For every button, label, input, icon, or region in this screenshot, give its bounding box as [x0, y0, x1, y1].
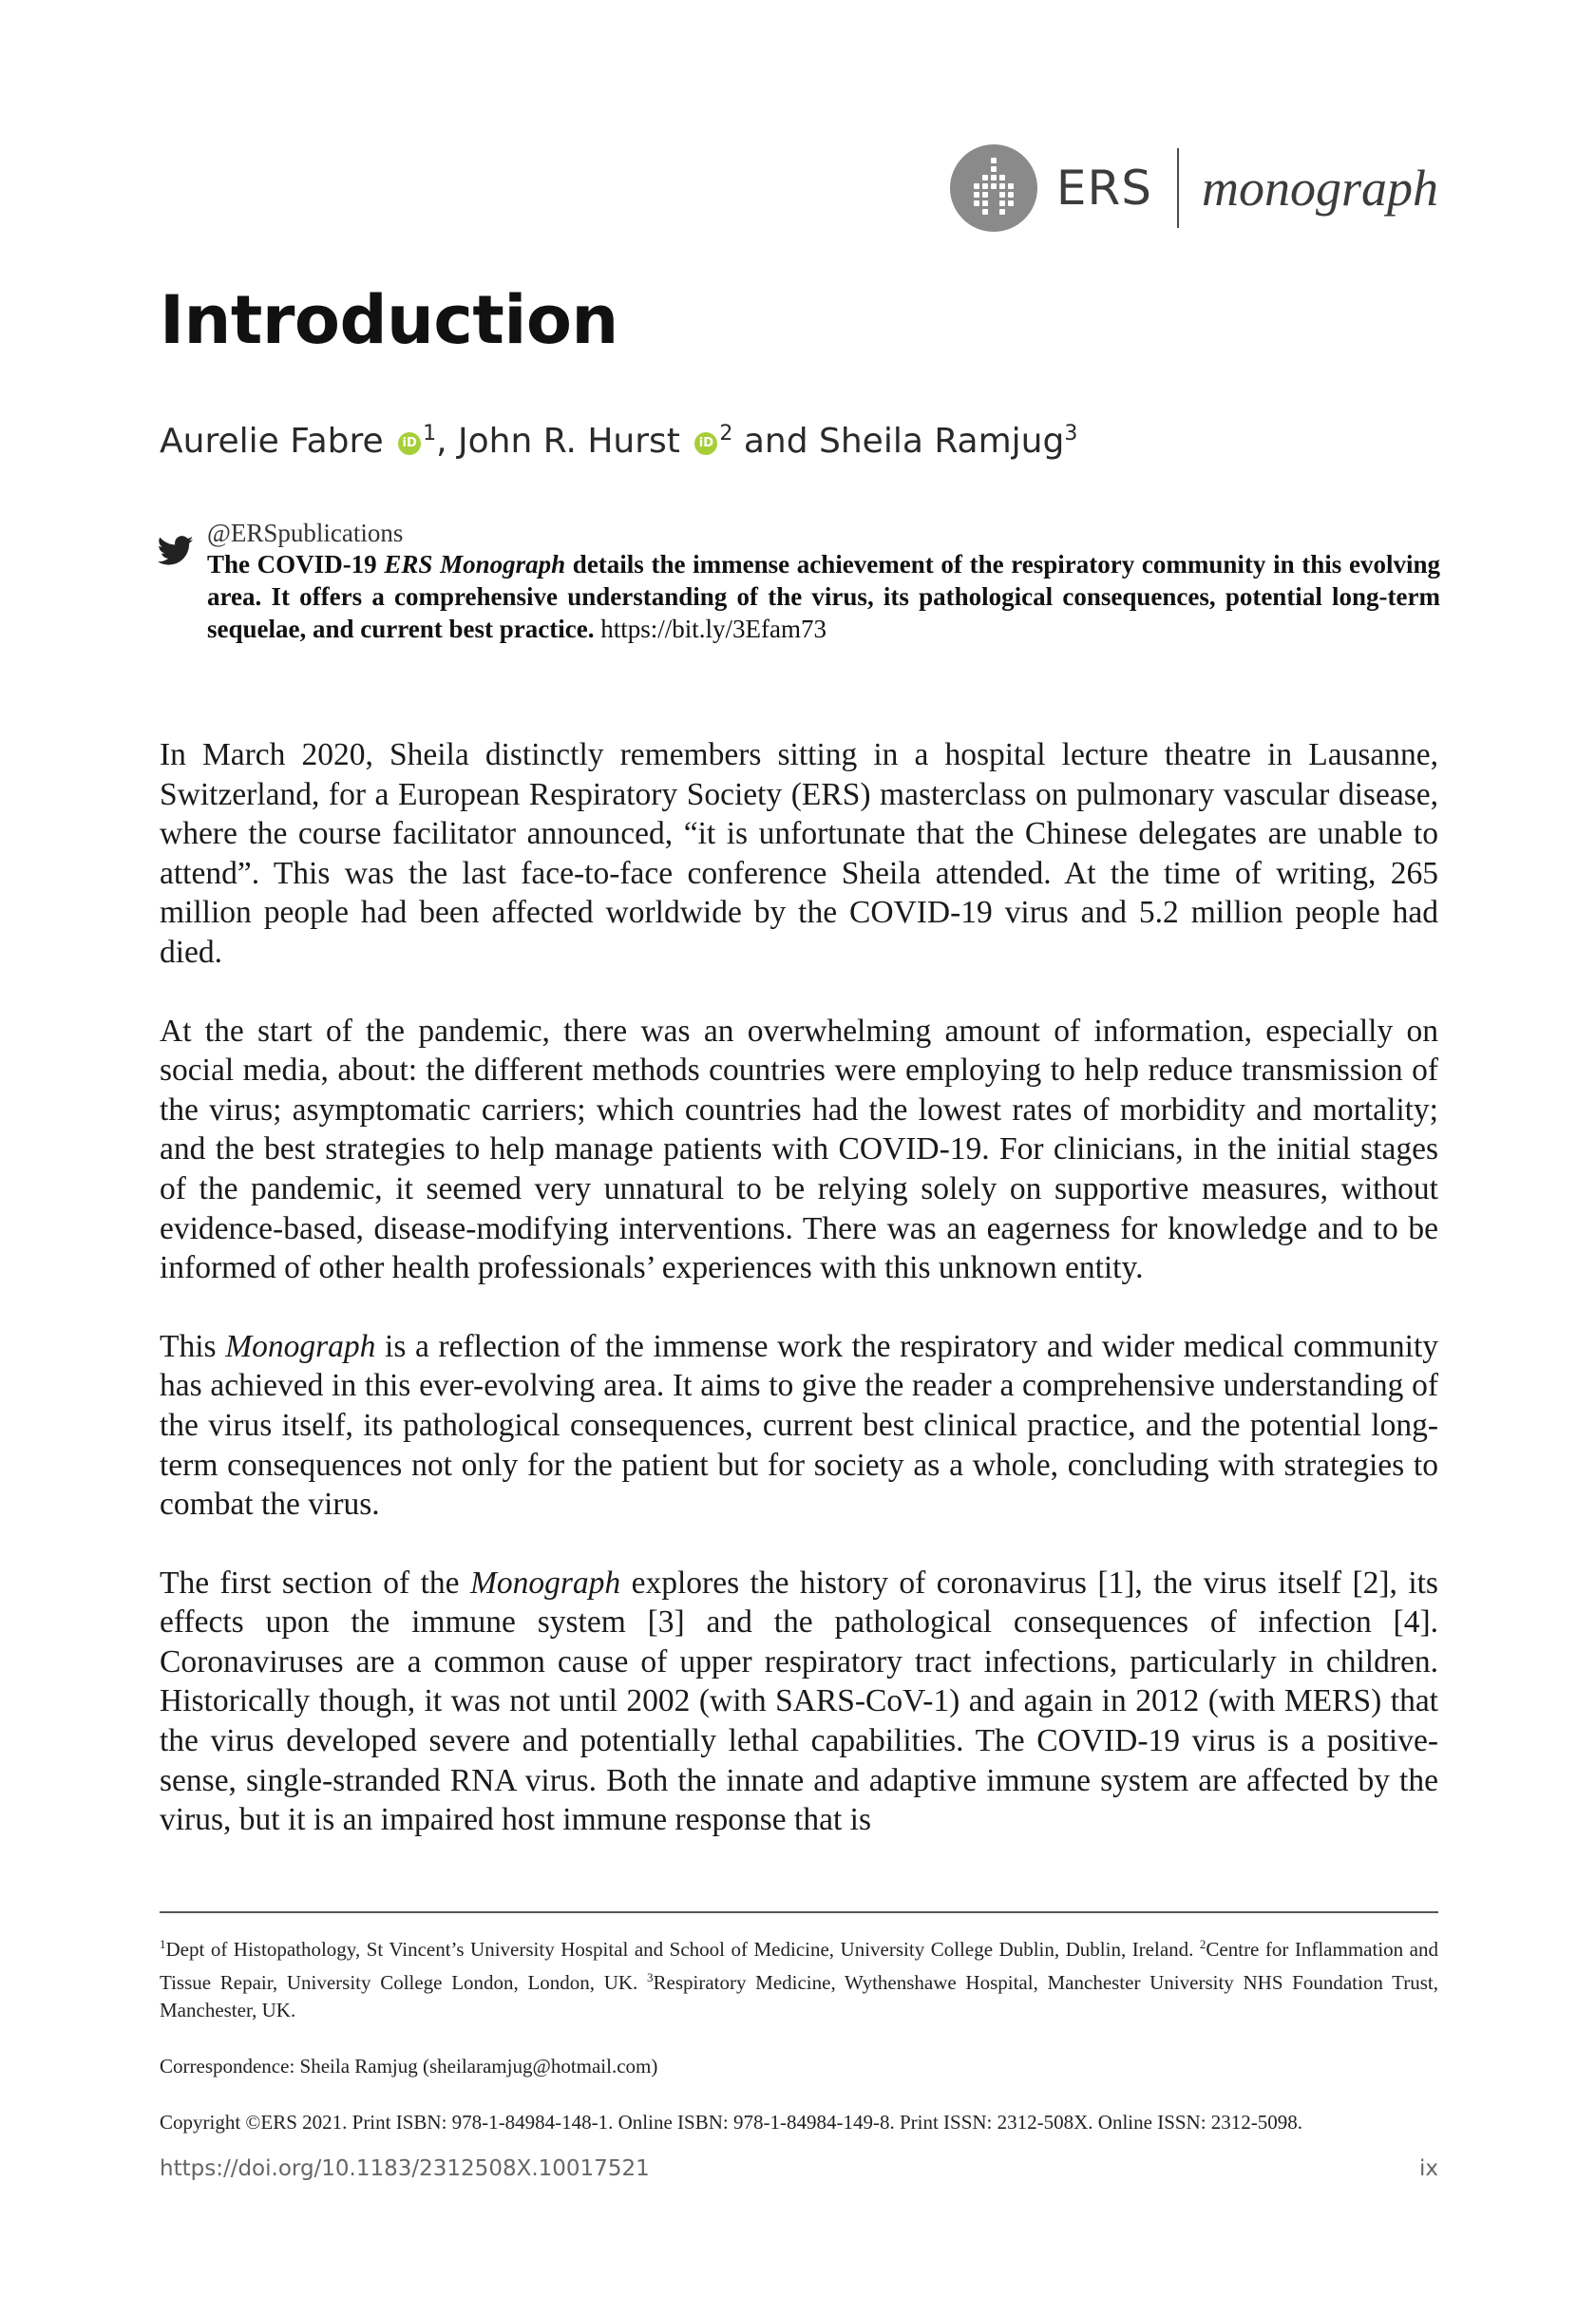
affiliation-text: Centre for Inflammation and Tissue Repair, University College London, London, UK. — [160, 1938, 1438, 1994]
tweet-text-b: details the immense achievement of the respiratory community in this evolving area. It offers a comprehensive understanding of the virus, its pathological consequences, potential long-term sequelae, and current best practice. — [207, 550, 1440, 643]
footnote-divider — [160, 1911, 1438, 1913]
tweet-link[interactable]: https://bit.ly/3Efam73 — [594, 615, 826, 643]
affiliation-text: Dept of Histopathology, St Vincent’s University Hospital and School of Medicine, University College Dublin, Dublin, Ireland. — [165, 1938, 1194, 1961]
doi-link[interactable]: https://doi.org/10.1183/2312508X.10017521 — [160, 2156, 650, 2181]
paragraph-part: This — [160, 1328, 226, 1364]
paragraph-part: is a reflection of the immense work the respiratory and wider medical community has achieved in this ever-evolving area. It aims to give the reader a comprehensive understanding of the virus itself, its pathological consequences, current best clinical practice, and the potential long-term consequences not only for the patient but for society as a whole, concluding with strategies to combat the virus. — [160, 1328, 1438, 1523]
page-title: Introduction — [160, 281, 618, 359]
orcid-icon[interactable]: iD — [694, 432, 717, 455]
author-separator: , — [436, 422, 459, 461]
author-and: and — [732, 422, 819, 461]
affiliation-text: Respiratory Medicine, Wythenshawe Hospital, Manchester University NHS Foundation Trust, Manchester, UK. — [160, 1971, 1438, 2021]
body-text — [160, 735, 1438, 1879]
ers-monograph-logo — [950, 144, 1438, 232]
author-name: John R. Hurst — [458, 422, 680, 461]
tweet-handle: @ERSpublications — [207, 519, 404, 547]
affiliations — [160, 1930, 1438, 2024]
affiliation-sup: 1 — [160, 1937, 166, 1951]
ers-lungs-logo-icon — [950, 144, 1037, 232]
orcid-icon[interactable]: iD — [398, 432, 421, 455]
correspondence: Correspondence: Sheila Ramjug (sheilaramjug@hotmail.com) — [160, 2055, 658, 2078]
twitter-bird-icon — [158, 536, 194, 566]
tweet-text-a: The COVID-19 — [207, 550, 385, 579]
footnotes — [160, 1930, 1438, 2136]
paragraph — [160, 1564, 1438, 1840]
page-number: ix — [1418, 2156, 1438, 2181]
affiliation-sup: 3 — [647, 1970, 654, 1984]
tweet-block — [158, 519, 1440, 645]
author-list — [160, 422, 1077, 461]
tweet-text-italic: ERS Monograph — [384, 550, 566, 579]
logo-monograph-text: monograph — [1201, 160, 1438, 217]
author-name: Aurelie Fabre — [160, 422, 384, 461]
author-affiliation-sup: 2 — [719, 422, 733, 446]
affiliation-sup: 2 — [1199, 1937, 1206, 1951]
paragraph: In March 2020, Sheila distinctly remembers sitting in a hospital lecture theatre in Lausanne, Switzerland, for a European Respiratory Society (ERS) masterclass on pulmonary vascular disease, where the course facilitator announced, “it is unfortunate that the Chinese delegates are unable to attend”. This was the last face-to-face conference Sheila attended. At the time of writing, 265 million people had been affected worldwide by the COVID-19 virus and 5.2 million people had died. — [160, 737, 1438, 970]
author-name: Sheila Ramjug — [819, 422, 1065, 461]
logo-divider — [1177, 148, 1179, 228]
paragraph-part: The first section of the — [160, 1565, 470, 1601]
tweet-text — [207, 548, 1440, 645]
logo-ers-text: ERS — [1055, 161, 1152, 216]
author-affiliation-sup: 3 — [1064, 422, 1078, 446]
copyright: Copyright ©ERS 2021. Print ISBN: 978-1-84984-148-1. Online ISBN: 978-1-84984-149-8. Print ISSN: 2312-508X. Online ISSN: 2312-5098. — [160, 2111, 1303, 2134]
paragraph: At the start of the pandemic, there was an overwhelming amount of information, especially on social media, about: the different methods countries were employing to help reduce transmission of the virus; asymptomatic carriers; which countries had the lowest rates of morbidity and mortality; and the best strategies to help manage patients with COVID-19. For clinicians, in the initial stages of the pandemic, it seemed very unnatural to be relying solely on supportive measures, without evidence-based, disease-modifying interventions. There was an eagerness for knowledge and to be informed of other health professionals’ experiences with this unknown entity. — [160, 1013, 1438, 1286]
paragraph-part: explores the history of coronavirus [1], the virus itself [2], its effects upon the immune system [3] and the pathological consequences of infection [4]. Coronaviruses are a common cause of upper respiratory tract infections, particularly in children. Historically though, it was not until 2002 (with SARS-CoV-1) and again in 2012 (with MERS) that the virus developed severe and potentially lethal capabilities. The COVID-19 virus is a positive-sense, single-stranded RNA virus. Both the innate and adaptive immune system are affected by the virus, but it is an impaired host immune response that is — [160, 1565, 1438, 1838]
author-affiliation-sup: 1 — [423, 422, 437, 446]
paragraph-italic: Monograph — [469, 1565, 621, 1601]
paragraph — [160, 1327, 1438, 1525]
paragraph-italic: Monograph — [225, 1328, 376, 1364]
